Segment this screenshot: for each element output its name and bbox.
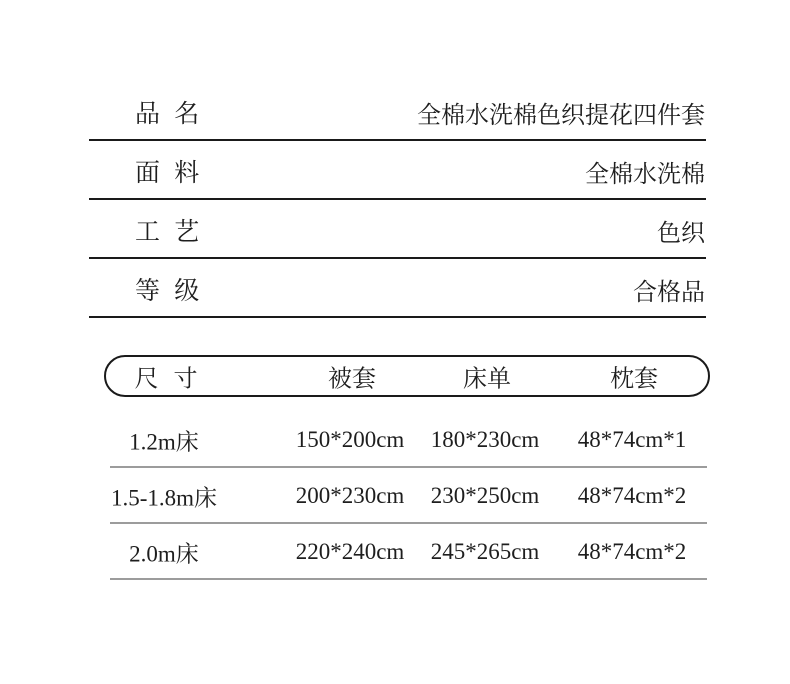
row-divider: [110, 578, 707, 580]
size-cell-duvet: 200*230cm: [295, 483, 405, 508]
size-table-header: [104, 355, 710, 397]
spec-value: 合格品: [633, 280, 705, 306]
spec-row-grade: [89, 259, 706, 318]
size-header-cell-size: 尺 寸: [134, 366, 198, 393]
size-header-cell-pillowcase: 枕套: [610, 366, 658, 393]
size-cell-size: 2.0m床: [129, 541, 199, 567]
size-row-2-0m: [104, 524, 710, 580]
spec-row-product-name: [89, 82, 706, 141]
size-cell-sheet: 245*265cm: [430, 539, 540, 564]
size-row-1-5-1-8m: [104, 468, 710, 524]
spec-value: 色织: [657, 221, 705, 247]
spec-value: 全棉水洗棉色织提花四件套: [417, 103, 705, 129]
size-cell-pillowcase: 48*74cm*1: [577, 427, 687, 452]
size-cell-size: 1.2m床: [129, 429, 199, 455]
product-spec-table: [89, 82, 706, 318]
spec-label: 等 级: [135, 278, 200, 305]
size-cell-pillowcase: 48*74cm*2: [577, 539, 687, 564]
size-cell-duvet: 150*200cm: [295, 427, 405, 452]
spec-label: 工 艺: [135, 219, 200, 246]
size-header-cell-duvet: 被套: [328, 366, 376, 393]
spec-row-craft: [89, 200, 706, 259]
size-cell-sheet: 230*250cm: [430, 483, 540, 508]
spec-row-fabric: [89, 141, 706, 200]
spec-label: 面 料: [135, 160, 200, 187]
size-header-cell-sheet: 床单: [463, 366, 511, 393]
spec-label: 品 名: [135, 101, 200, 128]
size-cell-sheet: 180*230cm: [430, 427, 540, 452]
size-cell-duvet: 220*240cm: [295, 539, 405, 564]
spec-value: 全棉水洗棉: [585, 162, 705, 188]
size-row-1-2m: [104, 412, 710, 468]
size-cell-pillowcase: 48*74cm*2: [577, 483, 687, 508]
size-table-body: [104, 412, 710, 580]
size-cell-size: 1.5-1.8m床: [110, 485, 218, 511]
